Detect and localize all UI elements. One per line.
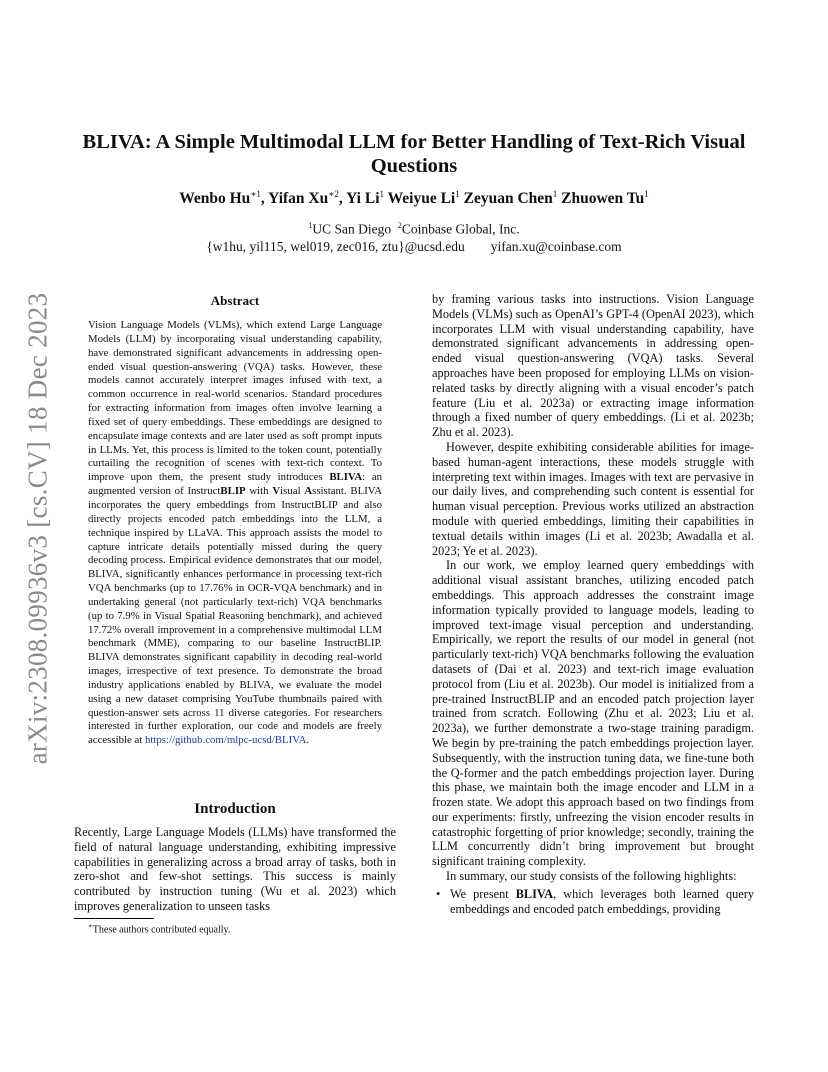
paragraph: In our work, we employ learned query embeddings with additional visual assistant branches, utilizing encoded patch embeddings. This approach addresses the constraint image information typically provided to language models, leading to improved text-image visual perception and understanding. Empirically, we report the results of our model in general (not particularly text-rich) VQA benchmarks following the evaluation datasets of (Dai et al. 2023) and text-rich image evaluation protocol from (Liu et al. 2023b). Our model is initialized from a pre-trained InstructBLIP and an encoded patch projection layer trained from scratch. Following (Zhu et al. 2023; Liu et al. 2023a), we further demonstrate a two-stage training paradigm. We begin by pre-training the patch embeddings projection layer. Subsequently, with the instruction tuning data, we fine-tune both the Q-former and the patch embeddings projection layer. During this phase, we maintain both the image encoder and LLM in a frozen state. We adopt this approach based on two findings from our experiments: firstly, unfreezing the vision encoder results in catastrophic forgetting of prior knowledge; secondly, training the LLM concurrently didn’t bring improvement but brought significant training complexity. [432,558,754,869]
email: {w1hu, yil115, wel019, zec016, ztu}@ucsd.edu [206,238,465,254]
abstract-heading: Abstract [210,293,260,308]
author: Zhuowen Tu$^1$ [561,189,649,208]
author: Yifan $Xu^{∗2}$ [268,189,339,208]
right-column [432,292,754,954]
affiliation-line: $^1$UC San Diego $^2$Coinbase Global, Inc. [308,221,520,237]
bullet-text: We present BLIVA, which leverages both learned query embeddings and encoded patch embeddings, providing [450,886,754,916]
highlight-bullet [436,887,754,917]
github-link[interactable]: https://github.com/mlpc-ucsd/BLIVA [144,734,307,747]
paper-title: BLIVA: A Simple Multimodal LLM for Better Handling of Text-Rich Visual Questions [82,131,746,177]
paragraph: by framing various tasks into instructions. Vision Language Models (VLMs) such as OpenAI’s GPT-4 (OpenAI 2023), which incorporates LLM with visual understanding capability, have demonstrated significant advancements in addressing open-ended visual question-answering (VQA) tasks. Several approaches have been proposed for employing LLMs on vision-related tasks by directly aligning with a visual encoder’s patch feature (Liu et al. 2023a) or extracting image information through a fixed number of query embeddings. (Li et al. 2023b; Zhu et al. 2023). [432,292,754,440]
affiliations [80,217,748,255]
bullet-dot: • [436,886,441,901]
author: Yi Li$^1$ [346,189,385,208]
footnote-rule [74,918,154,919]
author-list: Wenbo $Hu^{∗1}$, Yifan $Xu^{∗2}$, Yi Li$^1$ Weiyue Li$^1$ Zeyuan Chen$^1$ Zhuowen Tu$^1$ [179,189,649,208]
abstract-body: Vision Language Models (VLMs), which extend Large Language Models (LLM) by incorporating visual understanding capability, have demonstrated significant advancements in addressing open-ended visual question-answering (VQA) tasks. However, these models cannot accurately interpret images infused with text, a common occurrence in real-world scenarios. Standard procedures for extracting information from images often involve learning a fixed set of query embeddings. These embeddings are designed to encapsulate image contexts and are later used as soft prompt inputs in LLMs. Yet, this process is limited to the token count, potentially curtailing the recognition of scenes with text-rich context. To improve upon them, the present study introduces BLIVA: an augmented version of InstructBLIP with Visual Assistant. BLIVA incorporates the query embeddings from InstructBLIP and also directly projects encoded patch embeddings into the LLM, a technique inspired by LLaVA. This approach assists the model to capture intricate details potentially missed during the query decoding process. Empirical evidence demonstrates that our model, BLIVA, significantly enhances performance in processing text-rich VQA benchmarks (up to 17.76% in OCR-VQA benchmark) and in undertaking general (not particularly text-rich) VQA benchmarks (up to 7.9% in Visual Spatial Reasoning benchmark), and achieved 17.72% overall improvement in a comprehensive multimodal LLM benchmark (MME), comparing to our baseline InstructBLIP. BLIVA demonstrates significant capability in decoding real-world images, irrespective of text presence. To demonstrate the broad industry applications enabled by BLIVA, we evaluate the model using a new dataset comprising YouTube thumbnails paired with question-answer sets across 11 diverse categories. For researchers interested in further exploration, our code and models are freely accessible at https://github.com/mlpc-ucsd/BLIVA. [88,319,382,747]
footnote: ∗These authors contributed equally. [88,922,231,936]
introduction-heading: Introduction [194,801,276,817]
email: yifan.xu@coinbase.com [490,238,622,254]
arxiv-stamp-text: arXiv:2308.09936v3 [cs.CV] 18 Dec 2023 [22,292,53,764]
paragraph: However, despite exhibiting considerable abilities for image-based human-agent interactions, these models struggle with interpreting text within images. Images with text are pervasive in our daily lives, and comprehending such content is essential for human visual perception. Previous works utilized an abstraction module with queried embeddings, limiting their capabilities in textual details within images (Li et al. 2023b; Awadalla et al. 2023; Ye et al. 2023). [432,439,754,558]
email-line [80,238,748,255]
author: Zeyuan Chen$^1$ [463,189,558,208]
arxiv-stamp [18,268,58,788]
author: Wenbo $Hu^{∗1}$ [179,189,261,208]
paragraph: In summary, our study consists of the following highlights: [446,869,737,884]
introduction-paragraph: Recently, Large Language Models (LLMs) have transformed the field of natural language understanding, exhibiting impressive capabilities in generalizing across a broad array of tasks, both in zero-shot and few-shot settings. This success is mainly contributed by instruction tuning (Wu et al. 2023) which improves generalization to unseen tasks [74,825,396,913]
author: Weiyue Li$^1$ [387,189,460,208]
